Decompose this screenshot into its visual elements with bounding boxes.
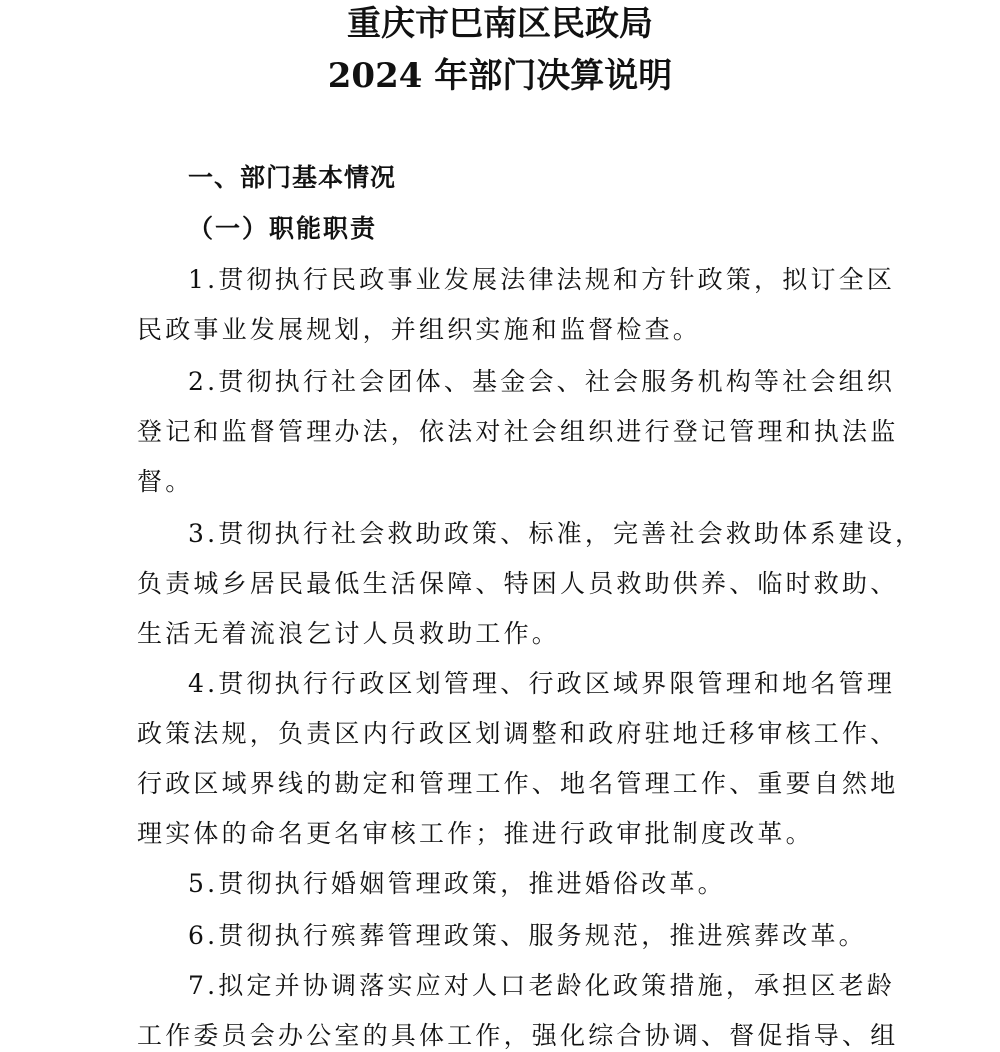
paragraph-line: 4.贯彻执行行政区划管理、行政区域界限管理和地名管理 [188,669,896,698]
paragraph-line: 负责城乡居民最低生活保障、特困人员救助供养、临时救助、 [137,569,899,598]
paragraph-line: 政策法规，负责区内行政区划调整和政府驻地迁移审核工作、 [137,719,899,748]
paragraph-line: 生活无着流浪乞讨人员救助工作。 [137,619,561,648]
document-title-line-1: 重庆市巴南区民政局 [347,4,653,44]
document-title-line-2: 2024 年部门决算说明 [327,56,673,96]
paragraph-line: 行政区域界线的勘定和管理工作、地名管理工作、重要自然地 [137,769,899,798]
subsection-heading: （一）职能职责 [188,214,378,243]
paragraph-line: 民政事业发展规划，并组织实施和监督检查。 [137,315,702,344]
paragraph-line: 督。 [137,467,194,496]
paragraph-line: 7.拟定并协调落实应对人口老龄化政策措施，承担区老龄 [188,971,896,1000]
paragraph-line: 1.贯彻执行民政事业发展法律法规和方针政策，拟订全区 [188,265,896,294]
paragraph-line: 6.贯彻执行殡葬管理政策、服务规范，推进殡葬改革。 [188,921,867,950]
paragraph-line: 登记和监督管理办法，依法对社会组织进行登记管理和执法监 [137,417,899,446]
paragraph-line: 工作委员会办公室的具体工作，强化综合协调、督促指导、组 [137,1021,899,1050]
section-heading: 一、部门基本情况 [188,163,397,192]
paragraph-line: 5.贯彻执行婚姻管理政策，推进婚俗改革。 [188,869,726,898]
paragraph-line: 3.贯彻执行社会救助政策、标准，完善社会救助体系建设， [188,519,924,548]
paragraph-line: 2.贯彻执行社会团体、基金会、社会服务机构等社会组织 [188,367,896,396]
paragraph-line: 理实体的命名更名审核工作；推进行政审批制度改革。 [137,819,814,848]
